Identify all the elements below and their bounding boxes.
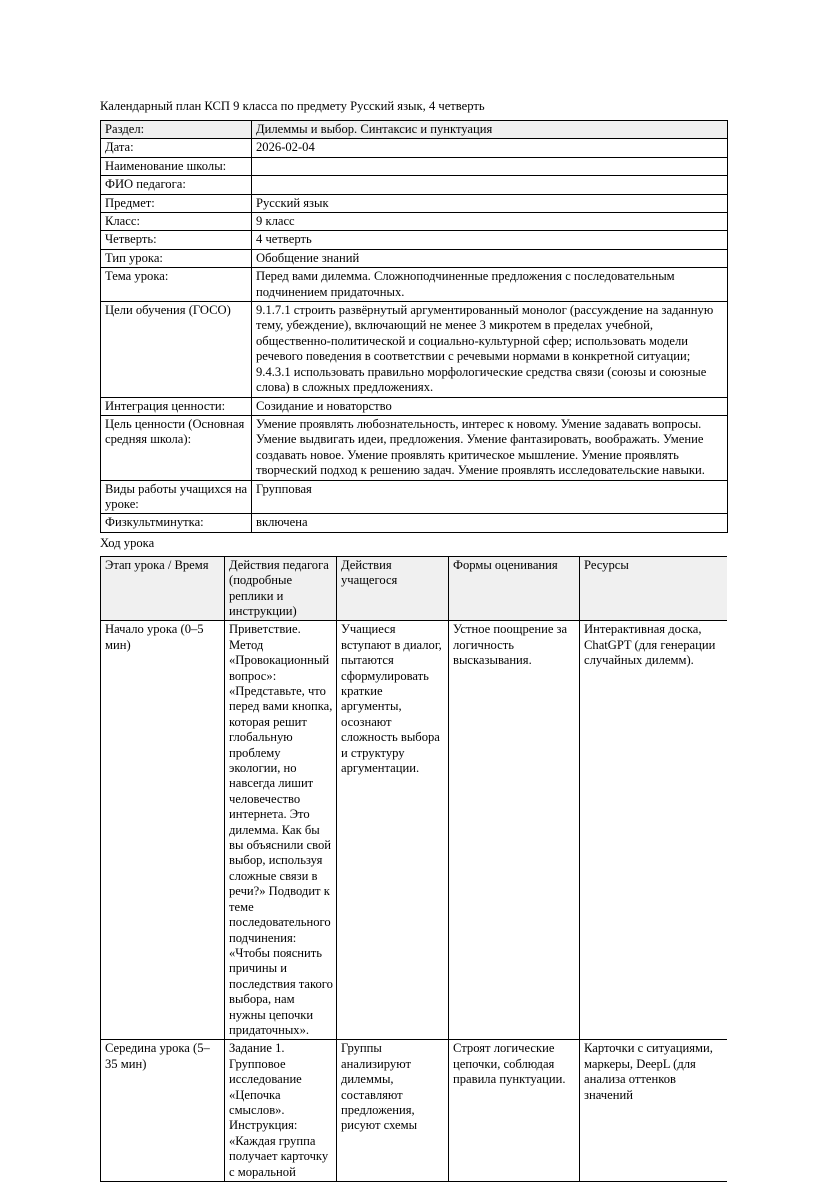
table-row — [101, 415, 728, 480]
info-row-label: ФИО педагога: — [101, 176, 252, 194]
column-header: Формы оценивания — [449, 556, 580, 621]
resources-cell: Карточки с ситуациями, маркеры, DeepL (для анализа оттенков значений — [580, 1040, 728, 1182]
assessment-cell: Устное поощрение за логичность высказывания. — [449, 621, 580, 1040]
table-row — [101, 157, 728, 175]
column-header: Этап урока / Время — [101, 556, 225, 621]
info-row-label: Тип урока: — [101, 249, 252, 267]
info-row-label: Физкультминутка: — [101, 514, 252, 532]
info-row-label: Цель ценности (Основная средняя школа): — [101, 415, 252, 480]
lesson-info-table — [100, 120, 728, 533]
table-row — [101, 249, 728, 267]
table-row — [101, 176, 728, 194]
stage-cell: Начало урока (0–5 мин) — [101, 621, 225, 1040]
info-row-value: Умение проявлять любознательность, интерес к новому. Умение задавать вопросы. Умение выдвигать идеи, предложения. Умение фантазировать, воображать. Умение создавать новое. Умение проявлять критическое мышление. Умение проявлять творческий подход к решению задач. Умение проявлять исследовательские навыки. — [252, 415, 728, 480]
student-actions-cell: Группы анализируют дилеммы, составляют предложения, рисуют схемы — [337, 1040, 449, 1182]
info-row-value: Русский язык — [252, 194, 728, 212]
teacher-actions-cell: Задание 1. Групповое исследование «Цепочка смыслов». Инструкция: «Каждая группа получает карточку с моральной — [225, 1040, 337, 1182]
table-row — [101, 268, 728, 302]
lesson-flow-body — [101, 621, 728, 1182]
info-row-label: Класс: — [101, 213, 252, 231]
lesson-flow-wrapper — [100, 556, 727, 1182]
table-row — [101, 480, 728, 514]
info-row-label: Четверть: — [101, 231, 252, 249]
table-row — [101, 397, 728, 415]
info-row-label: Виды работы учащихся на уроке: — [101, 480, 252, 514]
info-row-value: 9 класс — [252, 213, 728, 231]
info-row-value: Обобщение знаний — [252, 249, 728, 267]
table-row — [101, 514, 728, 532]
column-header: Действия педагога (подробные реплики и инструкции) — [225, 556, 337, 621]
info-row-value — [252, 176, 728, 194]
table-header-row — [101, 556, 728, 621]
table-row — [101, 231, 728, 249]
info-row-value: 4 четверть — [252, 231, 728, 249]
table-row — [101, 121, 728, 139]
table-row — [101, 302, 728, 397]
info-row-label: Наименование школы: — [101, 157, 252, 175]
lesson-flow-heading: Ход урока — [100, 535, 155, 550]
info-row-value: включена — [252, 514, 728, 532]
info-row-value — [252, 157, 728, 175]
info-row-label: Интеграция ценности: — [101, 397, 252, 415]
info-row-label: Раздел: — [101, 121, 252, 139]
info-row-value: Перед вами дилемма. Сложноподчиненные предложения с последовательным подчинением придаточных. — [252, 268, 728, 302]
table-row — [101, 194, 728, 212]
table-row — [101, 621, 728, 1040]
info-row-value: 9.1.7.1 строить развёрнутый аргументированный монолог (рассуждение на заданную тему, убеждение), включающий не менее 3 микротем в пределах учебной, общественно-политической и социально-культурной сфер; использовать модели речевого поведения в соответствии с речевыми нормами в конкретной ситуации; 9.4.3.1 использовать правильно морфологические средства связи (союзы и союзные слова) в сложных предложениях. — [252, 302, 728, 397]
info-row-value: 2026-02-04 — [252, 139, 728, 157]
info-row-label: Предмет: — [101, 194, 252, 212]
info-row-value: Групповая — [252, 480, 728, 514]
info-row-label: Дата: — [101, 139, 252, 157]
assessment-cell: Строят логические цепочки, соблюдая правила пунктуации. — [449, 1040, 580, 1182]
resources-cell: Интерактивная доска, ChatGPT (для генерации случайных дилемм). — [580, 621, 728, 1040]
lesson-flow-head — [101, 556, 728, 621]
table-row — [101, 139, 728, 157]
info-row-value: Дилеммы и выбор. Синтаксис и пунктуация — [252, 121, 728, 139]
page-title: Календарный план КСП 9 класса по предмету Русский язык, 4 четверть — [100, 99, 485, 113]
table-row — [101, 1040, 728, 1182]
info-row-label: Цели обучения (ГОСО) — [101, 302, 252, 397]
lesson-info-body — [101, 121, 728, 533]
teacher-actions-cell: Приветствие. Метод «Провокационный вопрос»: «Представьте, что перед вами кнопка, которая решит глобальную проблему экологии, но навсегда лишит человечество интернета. Это дилемма. Как бы вы объяснили свой выбор, используя сложные связи в речи?» Подводит к теме последовательного подчинения: «Чтобы пояснить причины и последствия такого выбора, нам нужны цепочки придаточных». — [225, 621, 337, 1040]
info-row-label: Тема урока: — [101, 268, 252, 302]
lesson-flow-table — [100, 556, 727, 1182]
info-row-value: Созидание и новаторство — [252, 397, 728, 415]
column-header: Ресурсы — [580, 556, 728, 621]
column-header: Действия учащегося — [337, 556, 449, 621]
student-actions-cell: Учащиеся вступают в диалог, пытаются сформулировать краткие аргументы, осознают сложность выбора и структуру аргументации. — [337, 621, 449, 1040]
table-row — [101, 213, 728, 231]
stage-cell: Середина урока (5–35 мин) — [101, 1040, 225, 1182]
